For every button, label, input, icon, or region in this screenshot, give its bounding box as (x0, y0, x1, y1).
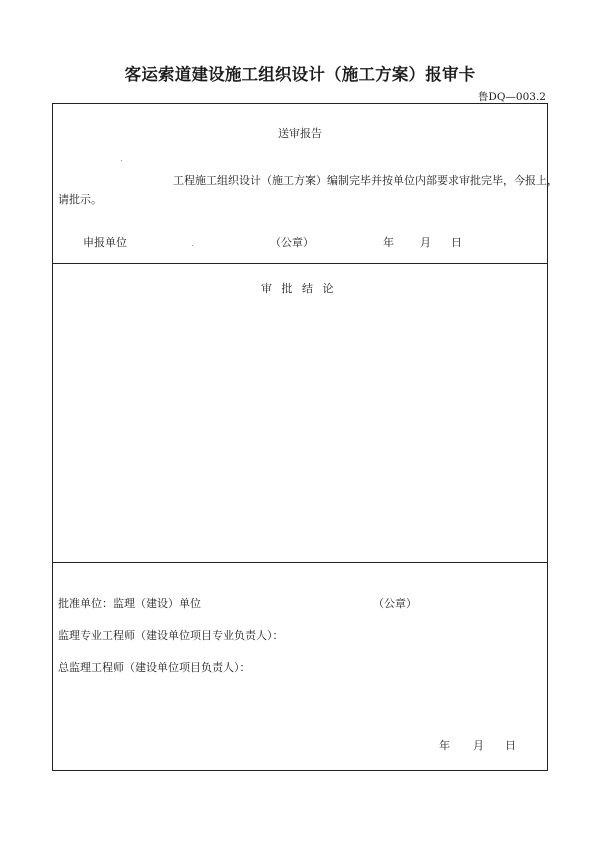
scan-speck (121, 160, 122, 161)
form-title: 客运索道建设施工组织设计（施工方案）报审卡 (124, 65, 476, 84)
report-body-line-1: 工程施工组织设计（施工方案）编制完毕并按单位内部要求审批完毕，今报上， (173, 174, 558, 187)
report-day: 日 (451, 236, 462, 249)
approval-year: 年 (439, 739, 450, 752)
report-body-line-2: 请批示。 (58, 193, 102, 206)
approval-seal: （公章） (373, 597, 417, 610)
report-month: 月 (420, 236, 431, 249)
approval-month: 月 (473, 739, 484, 752)
approval-day: 日 (505, 739, 516, 752)
report-unit-label: 申报单位 (83, 236, 127, 249)
approval-unit-label: 批准单位：监理（建设）单位 (58, 597, 201, 610)
form-frame (52, 103, 558, 771)
section-divider (53, 263, 547, 264)
supervising-engineer-label: 监理专业工程师（建设单位项目专业负责人）： (58, 629, 284, 642)
section-divider (53, 562, 547, 563)
scan-speck (192, 245, 193, 246)
report-heading: 送审报告 (278, 127, 322, 140)
chief-engineer-label: 总监理工程师（建设单位项目负责人）： (58, 661, 251, 674)
report-seal: （公章） (270, 236, 314, 249)
document-number: 鲁DQ—003.2 (477, 91, 546, 103)
conclusion-heading: 审 批 结 论 (261, 282, 337, 295)
report-year: 年 (383, 236, 394, 249)
